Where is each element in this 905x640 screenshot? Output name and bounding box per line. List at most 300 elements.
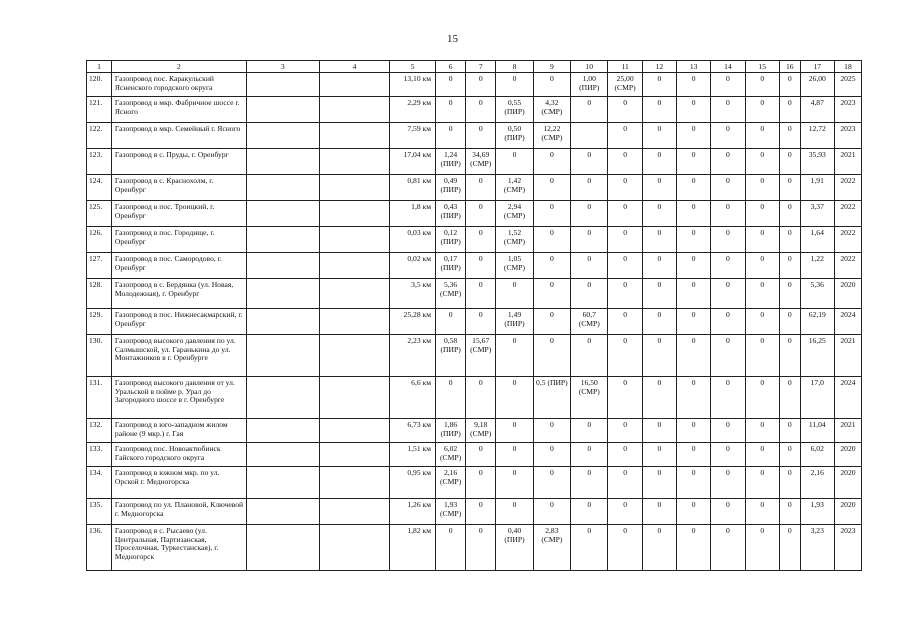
object-name: Газопровод в юго-западном жилом районе (9 мкр.) г. Гая bbox=[111, 419, 246, 443]
value-cell bbox=[246, 443, 319, 467]
value-cell: 0 bbox=[711, 97, 745, 123]
column-header-11: 11 bbox=[608, 61, 642, 73]
value-cell: 0 bbox=[779, 123, 800, 149]
value-cell: 0 bbox=[677, 73, 711, 97]
row-number: 134. bbox=[87, 467, 112, 499]
value-cell: 0 bbox=[608, 467, 642, 499]
value-cell: 0 bbox=[745, 467, 779, 499]
value-cell bbox=[319, 467, 390, 499]
table-row bbox=[87, 467, 862, 499]
value-cell bbox=[319, 309, 390, 335]
value-cell: 0 bbox=[711, 73, 745, 97]
length-cell: 2,29 км bbox=[390, 97, 436, 123]
table-row bbox=[87, 97, 862, 123]
value-cell bbox=[319, 443, 390, 467]
value-cell: 0 bbox=[779, 97, 800, 123]
value-cell: 0 bbox=[466, 467, 496, 499]
total-cell: 62,19 bbox=[800, 309, 834, 335]
value-cell bbox=[246, 175, 319, 201]
length-cell: 2,23 км bbox=[390, 335, 436, 377]
value-cell: 0 bbox=[711, 253, 745, 279]
value-cell: 0 bbox=[466, 443, 496, 467]
value-cell: 2,16 (СМР) bbox=[436, 467, 466, 499]
total-cell: 2,16 bbox=[800, 467, 834, 499]
row-number: 124. bbox=[87, 175, 112, 201]
value-cell: 0 bbox=[533, 149, 570, 175]
row-number: 131. bbox=[87, 377, 112, 419]
value-cell: 0 bbox=[711, 123, 745, 149]
object-name: Газопровод пос. Каракульский Ясненского городского округа bbox=[111, 73, 246, 97]
value-cell bbox=[246, 499, 319, 525]
value-cell bbox=[246, 149, 319, 175]
column-header-14: 14 bbox=[711, 61, 745, 73]
length-cell: 13,10 км bbox=[390, 73, 436, 97]
row-number: 133. bbox=[87, 443, 112, 467]
header-row bbox=[87, 61, 862, 73]
value-cell: 0 bbox=[745, 253, 779, 279]
value-cell: 0 bbox=[436, 97, 466, 123]
total-cell: 16,25 bbox=[800, 335, 834, 377]
total-cell: 35,93 bbox=[800, 149, 834, 175]
value-cell: 0 bbox=[533, 499, 570, 525]
value-cell: 0 bbox=[608, 499, 642, 525]
value-cell: 0 bbox=[608, 525, 642, 571]
value-cell: 0 bbox=[677, 335, 711, 377]
value-cell: 0 bbox=[533, 201, 570, 227]
value-cell: 0 bbox=[571, 525, 608, 571]
value-cell: 0 bbox=[779, 499, 800, 525]
value-cell: 1,00 (ПИР) bbox=[571, 73, 608, 97]
value-cell bbox=[319, 525, 390, 571]
value-cell: 0 bbox=[533, 309, 570, 335]
value-cell: 0 bbox=[779, 467, 800, 499]
value-cell: 1,24 (ПИР) bbox=[436, 149, 466, 175]
year-cell: 2024 bbox=[834, 377, 861, 419]
object-name: Газопровод в пос. Самородово, г. Оренбург bbox=[111, 253, 246, 279]
total-cell: 26,00 bbox=[800, 73, 834, 97]
value-cell: 0 bbox=[571, 175, 608, 201]
year-cell: 2021 bbox=[834, 419, 861, 443]
value-cell: 0 bbox=[779, 175, 800, 201]
value-cell: 0 bbox=[608, 335, 642, 377]
value-cell: 0 bbox=[496, 377, 533, 419]
row-number: 130. bbox=[87, 335, 112, 377]
total-cell: 1,91 bbox=[800, 175, 834, 201]
total-cell: 1,22 bbox=[800, 253, 834, 279]
value-cell: 0,5 (ПИР) bbox=[533, 377, 570, 419]
year-cell: 2021 bbox=[834, 335, 861, 377]
column-header-3: 3 bbox=[246, 61, 319, 73]
value-cell: 0 bbox=[466, 377, 496, 419]
value-cell: 0 bbox=[496, 419, 533, 443]
value-cell: 0 bbox=[677, 443, 711, 467]
value-cell: 0 bbox=[436, 123, 466, 149]
value-cell: 0 bbox=[466, 97, 496, 123]
value-cell: 0 bbox=[677, 525, 711, 571]
value-cell: 1,93 (СМР) bbox=[436, 499, 466, 525]
length-cell: 6,6 км bbox=[390, 377, 436, 419]
value-cell: 0 bbox=[642, 309, 676, 335]
year-cell: 2021 bbox=[834, 149, 861, 175]
table-row bbox=[87, 123, 862, 149]
year-cell: 2020 bbox=[834, 279, 861, 309]
total-cell: 12,72 bbox=[800, 123, 834, 149]
value-cell: 0 bbox=[642, 73, 676, 97]
value-cell: 0 bbox=[608, 201, 642, 227]
length-cell: 1,82 км bbox=[390, 525, 436, 571]
value-cell: 9,18 (СМР) bbox=[466, 419, 496, 443]
table-header bbox=[87, 61, 862, 73]
value-cell: 0 bbox=[533, 279, 570, 309]
value-cell: 0 bbox=[608, 175, 642, 201]
value-cell bbox=[319, 73, 390, 97]
table-row bbox=[87, 525, 862, 571]
object-name: Газопровод в с. Краснохолм, г. Оренбург bbox=[111, 175, 246, 201]
table-row bbox=[87, 253, 862, 279]
total-cell: 11,04 bbox=[800, 419, 834, 443]
value-cell: 0 bbox=[711, 335, 745, 377]
column-header-1: 1 bbox=[87, 61, 112, 73]
value-cell: 0 bbox=[677, 419, 711, 443]
value-cell: 0 bbox=[436, 309, 466, 335]
total-cell: 1,64 bbox=[800, 227, 834, 253]
value-cell: 0 bbox=[711, 419, 745, 443]
value-cell: 0 bbox=[677, 97, 711, 123]
value-cell: 0 bbox=[436, 73, 466, 97]
value-cell: 0 bbox=[571, 201, 608, 227]
value-cell: 0 bbox=[745, 123, 779, 149]
value-cell: 0 bbox=[533, 335, 570, 377]
value-cell: 0 bbox=[571, 443, 608, 467]
object-name: Газопровод в с. Пруды, г. Оренбург bbox=[111, 149, 246, 175]
object-name: Газопровод в южном мкр. по ул. Орской г. Медногорска bbox=[111, 467, 246, 499]
value-cell: 0 bbox=[711, 227, 745, 253]
value-cell bbox=[319, 149, 390, 175]
value-cell: 0 bbox=[496, 73, 533, 97]
value-cell: 0 bbox=[779, 253, 800, 279]
total-cell: 6,02 bbox=[800, 443, 834, 467]
value-cell: 1,52 (СМР) bbox=[496, 227, 533, 253]
value-cell: 1,42 (СМР) bbox=[496, 175, 533, 201]
value-cell: 0 bbox=[642, 97, 676, 123]
value-cell: 0 bbox=[642, 175, 676, 201]
value-cell: 34,69 (СМР) bbox=[466, 149, 496, 175]
value-cell: 0 bbox=[533, 467, 570, 499]
length-cell: 3,5 км bbox=[390, 279, 436, 309]
value-cell: 0 bbox=[711, 279, 745, 309]
value-cell: 0 bbox=[608, 253, 642, 279]
column-header-2: 2 bbox=[111, 61, 246, 73]
value-cell: 0 bbox=[608, 309, 642, 335]
value-cell: 0 bbox=[711, 377, 745, 419]
table-body bbox=[87, 73, 862, 571]
object-name: Газопровод в с. Рысаево (ул. Центральная, Партизанская, Проселочная, Туркестанская), г. Медногорск bbox=[111, 525, 246, 571]
value-cell: 0 bbox=[466, 279, 496, 309]
year-cell: 2022 bbox=[834, 253, 861, 279]
length-cell: 17,04 км bbox=[390, 149, 436, 175]
value-cell: 12,22 (СМР) bbox=[533, 123, 570, 149]
value-cell: 0 bbox=[466, 175, 496, 201]
length-cell: 7,59 км bbox=[390, 123, 436, 149]
table-row bbox=[87, 201, 862, 227]
value-cell bbox=[319, 123, 390, 149]
value-cell: 0 bbox=[779, 279, 800, 309]
value-cell: 0 bbox=[642, 123, 676, 149]
value-cell: 0 bbox=[571, 227, 608, 253]
value-cell: 0 bbox=[608, 123, 642, 149]
length-cell: 1,26 км bbox=[390, 499, 436, 525]
value-cell bbox=[246, 279, 319, 309]
value-cell: 0 bbox=[436, 377, 466, 419]
value-cell bbox=[319, 419, 390, 443]
value-cell: 0 bbox=[496, 335, 533, 377]
length-cell: 0,03 км bbox=[390, 227, 436, 253]
row-number: 121. bbox=[87, 97, 112, 123]
value-cell: 0 bbox=[711, 175, 745, 201]
value-cell: 0 bbox=[677, 309, 711, 335]
value-cell bbox=[319, 499, 390, 525]
value-cell: 0 bbox=[533, 419, 570, 443]
row-number: 129. bbox=[87, 309, 112, 335]
value-cell bbox=[246, 227, 319, 253]
column-header-4: 4 bbox=[319, 61, 390, 73]
value-cell: 0,40 (ПИР) bbox=[496, 525, 533, 571]
object-name: Газопровод высокого давления по ул. Салмышской, ул. Гаранькина до ул. Монтажников в г. Оренбурге bbox=[111, 335, 246, 377]
value-cell: 0 bbox=[745, 149, 779, 175]
year-cell: 2023 bbox=[834, 97, 861, 123]
value-cell: 0 bbox=[608, 377, 642, 419]
table-row bbox=[87, 309, 862, 335]
table-row bbox=[87, 499, 862, 525]
value-cell: 0 bbox=[711, 149, 745, 175]
value-cell: 2,83 (СМР) bbox=[533, 525, 570, 571]
column-header-10: 10 bbox=[571, 61, 608, 73]
value-cell bbox=[319, 227, 390, 253]
value-cell: 0 bbox=[677, 123, 711, 149]
value-cell: 0 bbox=[466, 123, 496, 149]
length-cell: 0,95 км bbox=[390, 467, 436, 499]
value-cell: 6,02 (СМР) bbox=[436, 443, 466, 467]
column-header-17: 17 bbox=[800, 61, 834, 73]
value-cell: 0 bbox=[571, 97, 608, 123]
value-cell: 0 bbox=[779, 525, 800, 571]
total-cell: 3,23 bbox=[800, 525, 834, 571]
value-cell: 0 bbox=[779, 149, 800, 175]
value-cell: 0 bbox=[466, 227, 496, 253]
length-cell: 0,81 км bbox=[390, 175, 436, 201]
value-cell: 0 bbox=[711, 201, 745, 227]
value-cell: 0 bbox=[533, 175, 570, 201]
column-header-5: 5 bbox=[390, 61, 436, 73]
row-number: 123. bbox=[87, 149, 112, 175]
value-cell bbox=[246, 253, 319, 279]
row-number: 136. bbox=[87, 525, 112, 571]
value-cell: 0 bbox=[745, 227, 779, 253]
total-cell: 1,93 bbox=[800, 499, 834, 525]
value-cell bbox=[319, 279, 390, 309]
length-cell: 1,8 км bbox=[390, 201, 436, 227]
value-cell bbox=[246, 335, 319, 377]
value-cell: 0 bbox=[496, 443, 533, 467]
column-header-16: 16 bbox=[779, 61, 800, 73]
value-cell: 0 bbox=[711, 443, 745, 467]
value-cell: 0 bbox=[496, 499, 533, 525]
value-cell: 0 bbox=[642, 227, 676, 253]
value-cell: 0 bbox=[745, 279, 779, 309]
column-header-6: 6 bbox=[436, 61, 466, 73]
value-cell: 0 bbox=[533, 73, 570, 97]
value-cell: 1,05 (СМР) bbox=[496, 253, 533, 279]
value-cell: 1,49 (ПИР) bbox=[496, 309, 533, 335]
value-cell: 0 bbox=[745, 309, 779, 335]
value-cell: 0 bbox=[745, 201, 779, 227]
value-cell: 0 bbox=[466, 309, 496, 335]
value-cell: 0 bbox=[571, 499, 608, 525]
value-cell bbox=[319, 175, 390, 201]
table-row bbox=[87, 377, 862, 419]
value-cell: 0 bbox=[677, 175, 711, 201]
column-header-13: 13 bbox=[677, 61, 711, 73]
value-cell: 0 bbox=[779, 443, 800, 467]
value-cell: 0 bbox=[642, 377, 676, 419]
value-cell: 0 bbox=[779, 201, 800, 227]
value-cell: 1,86 (ПИР) bbox=[436, 419, 466, 443]
page-number: 15 bbox=[447, 33, 458, 45]
column-header-8: 8 bbox=[496, 61, 533, 73]
value-cell: 0 bbox=[745, 97, 779, 123]
year-cell: 2022 bbox=[834, 175, 861, 201]
value-cell bbox=[246, 467, 319, 499]
value-cell: 0 bbox=[571, 279, 608, 309]
object-name: Газопровод в пос. Городище, г. Оренбург bbox=[111, 227, 246, 253]
year-cell: 2023 bbox=[834, 525, 861, 571]
column-header-12: 12 bbox=[642, 61, 676, 73]
year-cell: 2023 bbox=[834, 123, 861, 149]
value-cell bbox=[246, 73, 319, 97]
investment-table bbox=[86, 60, 862, 571]
value-cell: 0 bbox=[608, 97, 642, 123]
value-cell: 0 bbox=[466, 73, 496, 97]
value-cell: 60,7 (СМР) bbox=[571, 309, 608, 335]
row-number: 125. bbox=[87, 201, 112, 227]
value-cell: 0 bbox=[745, 499, 779, 525]
value-cell: 0 bbox=[608, 149, 642, 175]
row-number: 132. bbox=[87, 419, 112, 443]
value-cell: 0 bbox=[745, 443, 779, 467]
value-cell: 0 bbox=[677, 149, 711, 175]
object-name: Газопровод в мкр. Фабричное шоссе г. Ясного bbox=[111, 97, 246, 123]
value-cell: 0 bbox=[608, 443, 642, 467]
value-cell: 0 bbox=[466, 499, 496, 525]
value-cell: 0 bbox=[677, 377, 711, 419]
value-cell bbox=[319, 97, 390, 123]
value-cell: 0 bbox=[677, 253, 711, 279]
value-cell: 0 bbox=[642, 149, 676, 175]
table-row bbox=[87, 419, 862, 443]
year-cell: 2024 bbox=[834, 309, 861, 335]
value-cell: 0,43 (ПИР) bbox=[436, 201, 466, 227]
value-cell bbox=[246, 201, 319, 227]
value-cell: 0 bbox=[571, 419, 608, 443]
value-cell bbox=[319, 201, 390, 227]
object-name: Газопровод высокого давления от ул. Уральской в пойме р. Урал до Загородного шоссе в г. Оренбурге bbox=[111, 377, 246, 419]
value-cell: 0 bbox=[642, 525, 676, 571]
value-cell: 0 bbox=[608, 227, 642, 253]
value-cell: 4,32 (СМР) bbox=[533, 97, 570, 123]
value-cell: 0 bbox=[571, 149, 608, 175]
row-number: 120. bbox=[87, 73, 112, 97]
total-cell: 3,37 bbox=[800, 201, 834, 227]
table-row bbox=[87, 227, 862, 253]
length-cell: 6,73 км bbox=[390, 419, 436, 443]
value-cell bbox=[246, 97, 319, 123]
length-cell: 1,51 км bbox=[390, 443, 436, 467]
value-cell: 5,36 (СМР) bbox=[436, 279, 466, 309]
value-cell: 0 bbox=[642, 499, 676, 525]
value-cell: 0 bbox=[779, 227, 800, 253]
object-name: Газопровод в пос. Нижнесакмарский, г. Оренбург bbox=[111, 309, 246, 335]
value-cell: 0 bbox=[642, 419, 676, 443]
value-cell: 0 bbox=[745, 175, 779, 201]
table-row bbox=[87, 443, 862, 467]
column-header-7: 7 bbox=[466, 61, 496, 73]
value-cell: 0 bbox=[745, 377, 779, 419]
value-cell: 0 bbox=[677, 227, 711, 253]
value-cell: 0 bbox=[677, 499, 711, 525]
value-cell: 0 bbox=[608, 419, 642, 443]
row-number: 128. bbox=[87, 279, 112, 309]
value-cell: 0 bbox=[745, 73, 779, 97]
value-cell: 0 bbox=[571, 253, 608, 279]
object-name: Газопровод в мкр. Семейный г. Ясного bbox=[111, 123, 246, 149]
value-cell: 0,12 (ПИР) bbox=[436, 227, 466, 253]
value-cell: 0 bbox=[779, 73, 800, 97]
value-cell: 0 bbox=[533, 227, 570, 253]
value-cell: 0 bbox=[779, 335, 800, 377]
value-cell: 0,17 (ПИР) bbox=[436, 253, 466, 279]
value-cell: 15,67 (СМР) bbox=[466, 335, 496, 377]
column-header-18: 18 bbox=[834, 61, 861, 73]
value-cell: 0 bbox=[779, 377, 800, 419]
value-cell: 0 bbox=[745, 525, 779, 571]
value-cell: 0,50 (ПИР) bbox=[496, 123, 533, 149]
value-cell bbox=[246, 419, 319, 443]
column-header-9: 9 bbox=[533, 61, 570, 73]
table-row bbox=[87, 73, 862, 97]
length-cell: 25,28 км bbox=[390, 309, 436, 335]
column-header-15: 15 bbox=[745, 61, 779, 73]
value-cell: 0,49 (ПИР) bbox=[436, 175, 466, 201]
value-cell: 0 bbox=[677, 467, 711, 499]
value-cell: 0 bbox=[779, 309, 800, 335]
value-cell bbox=[246, 525, 319, 571]
table-row bbox=[87, 149, 862, 175]
year-cell: 2020 bbox=[834, 467, 861, 499]
table-row bbox=[87, 175, 862, 201]
value-cell: 0 bbox=[779, 419, 800, 443]
value-cell: 0,58 (ПИР) bbox=[436, 335, 466, 377]
year-cell: 2022 bbox=[834, 201, 861, 227]
length-cell: 0,02 км bbox=[390, 253, 436, 279]
value-cell: 0 bbox=[496, 149, 533, 175]
value-cell bbox=[246, 123, 319, 149]
year-cell: 2022 bbox=[834, 227, 861, 253]
value-cell: 0 bbox=[533, 253, 570, 279]
row-number: 122. bbox=[87, 123, 112, 149]
value-cell: 2,94 (СМР) bbox=[496, 201, 533, 227]
value-cell: 16,50 (СМР) bbox=[571, 377, 608, 419]
value-cell: 0 bbox=[642, 201, 676, 227]
